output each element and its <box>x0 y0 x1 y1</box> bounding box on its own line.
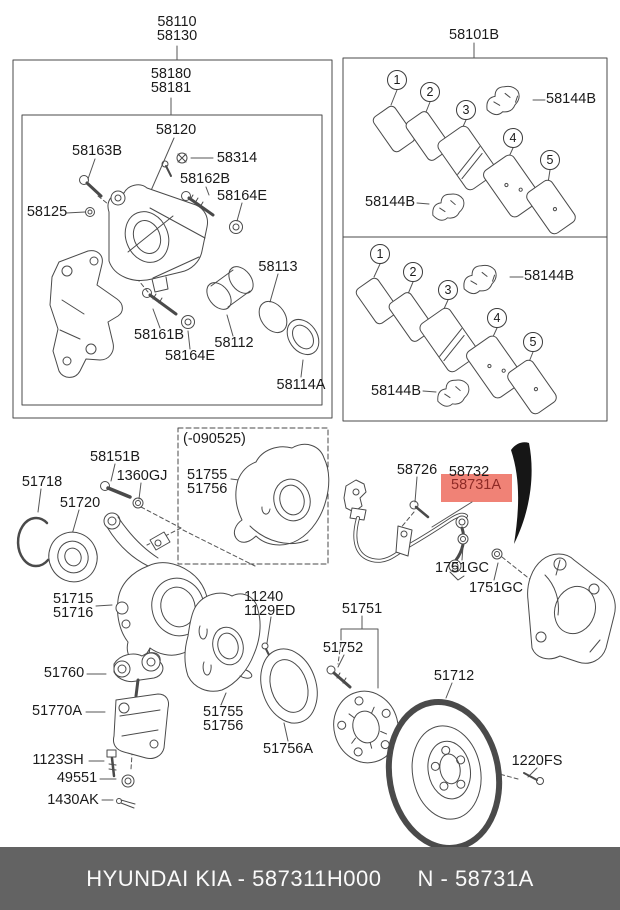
part-label-58732: 58732 <box>448 464 490 480</box>
part-label-51755-51756-a: 51755 51756 <box>187 467 228 497</box>
part-label-51718: 51718 <box>21 474 63 490</box>
part-label-51755-51756-b: 51755 51756 <box>203 704 244 734</box>
footer-brand-part-code: HYUNDAI KIA - 587311H000 <box>86 865 382 891</box>
plate-51756A-drawing <box>252 642 327 731</box>
part-label-58101B: 58101B <box>449 27 499 43</box>
part-label-1220FS: 1220FS <box>511 753 563 769</box>
part-label-1430AK: 1430AK <box>47 792 99 808</box>
part-label-58314: 58314 <box>216 150 258 166</box>
rotor-bolt-drawing <box>524 773 544 785</box>
part-label-1751GC-a: 1751GC <box>434 560 490 576</box>
pad-item-number-2-lower: 2 <box>403 262 423 282</box>
dust-shield-dashed-box-drawing <box>234 444 328 545</box>
part-label-58144B-1: 58144B <box>546 91 596 107</box>
pad-item-number-4-upper: 4 <box>503 128 523 148</box>
part-label-51751: 51751 <box>341 601 383 617</box>
part-label-1123SH: 1123SH <box>32 752 84 768</box>
wheel-bearing-drawing <box>41 524 106 590</box>
part-label-58162B: 58162B <box>180 171 230 187</box>
snap-ring-drawing <box>18 518 48 566</box>
part-label-58113: 58113 <box>258 259 298 275</box>
part-label-11240-1129ED: 11240 1129ED <box>244 589 296 619</box>
part-label-58161B: 58161B <box>134 327 184 343</box>
part-label-58112: 58112 <box>214 335 254 351</box>
part-label-58164E-a: 58164E <box>217 188 267 204</box>
footer-bar <box>0 847 620 910</box>
swoosh-mark <box>511 442 532 544</box>
pad-item-number-3-upper: 3 <box>456 100 476 120</box>
pad-item-number-5-upper: 5 <box>540 150 560 170</box>
part-label-58180-58181: 58180 58181 <box>150 66 192 96</box>
part-label-51712: 51712 <box>433 668 475 684</box>
bracket-51770A-drawing <box>113 694 168 759</box>
part-label-58114A: 58114A <box>276 377 326 393</box>
footer-n-number: N - 58731A <box>417 865 534 891</box>
pad-item-number-3-lower: 3 <box>438 280 458 300</box>
part-label-51720: 51720 <box>59 495 101 511</box>
part-label-1751GC-b: 1751GC <box>468 580 524 596</box>
pad-item-number-5-lower: 5 <box>523 332 543 352</box>
part-label-51770A: 51770A <box>32 703 82 719</box>
part-label-58144B-2: 58144B <box>365 194 415 210</box>
part-label-58125: 58125 <box>26 204 68 220</box>
pad-item-number-1-upper: 1 <box>387 70 407 90</box>
part-label-51760: 51760 <box>43 665 85 681</box>
strut-bolt-drawing <box>101 482 144 509</box>
part-label-58110-58130: 58110 58130 <box>156 14 198 44</box>
part-label-51752: 51752 <box>322 640 364 656</box>
part-label-49551: 49551 <box>56 770 98 786</box>
part-label-58151B: 58151B <box>90 449 140 465</box>
part-label-58120: 58120 <box>155 122 197 138</box>
carrier-bracket-drawing <box>50 251 122 378</box>
pad-item-number-2-upper: 2 <box>420 82 440 102</box>
pad-item-number-1-lower: 1 <box>370 244 390 264</box>
hub-bolt-drawing <box>327 666 350 687</box>
part-label-1360GJ: 1360GJ <box>116 468 168 484</box>
part-label-58144B-4: 58144B <box>371 383 421 399</box>
part-label-51756A: 51756A <box>263 741 313 757</box>
part-label-58726: 58726 <box>396 462 438 478</box>
ball-joint-drawing <box>114 653 163 696</box>
date-code-label: (-090525) <box>183 431 246 447</box>
part-label-58144B-3: 58144B <box>524 268 574 284</box>
part-label-51715-51716: 51715 51716 <box>53 591 94 621</box>
pad-item-number-4-lower: 4 <box>487 308 507 328</box>
part-label-58163B: 58163B <box>72 143 122 159</box>
part-label-58731A-highlighted: 58731A <box>451 477 501 493</box>
caliper-right-drawing <box>528 554 616 663</box>
part-label-58164E-b: 58164E <box>165 348 215 364</box>
